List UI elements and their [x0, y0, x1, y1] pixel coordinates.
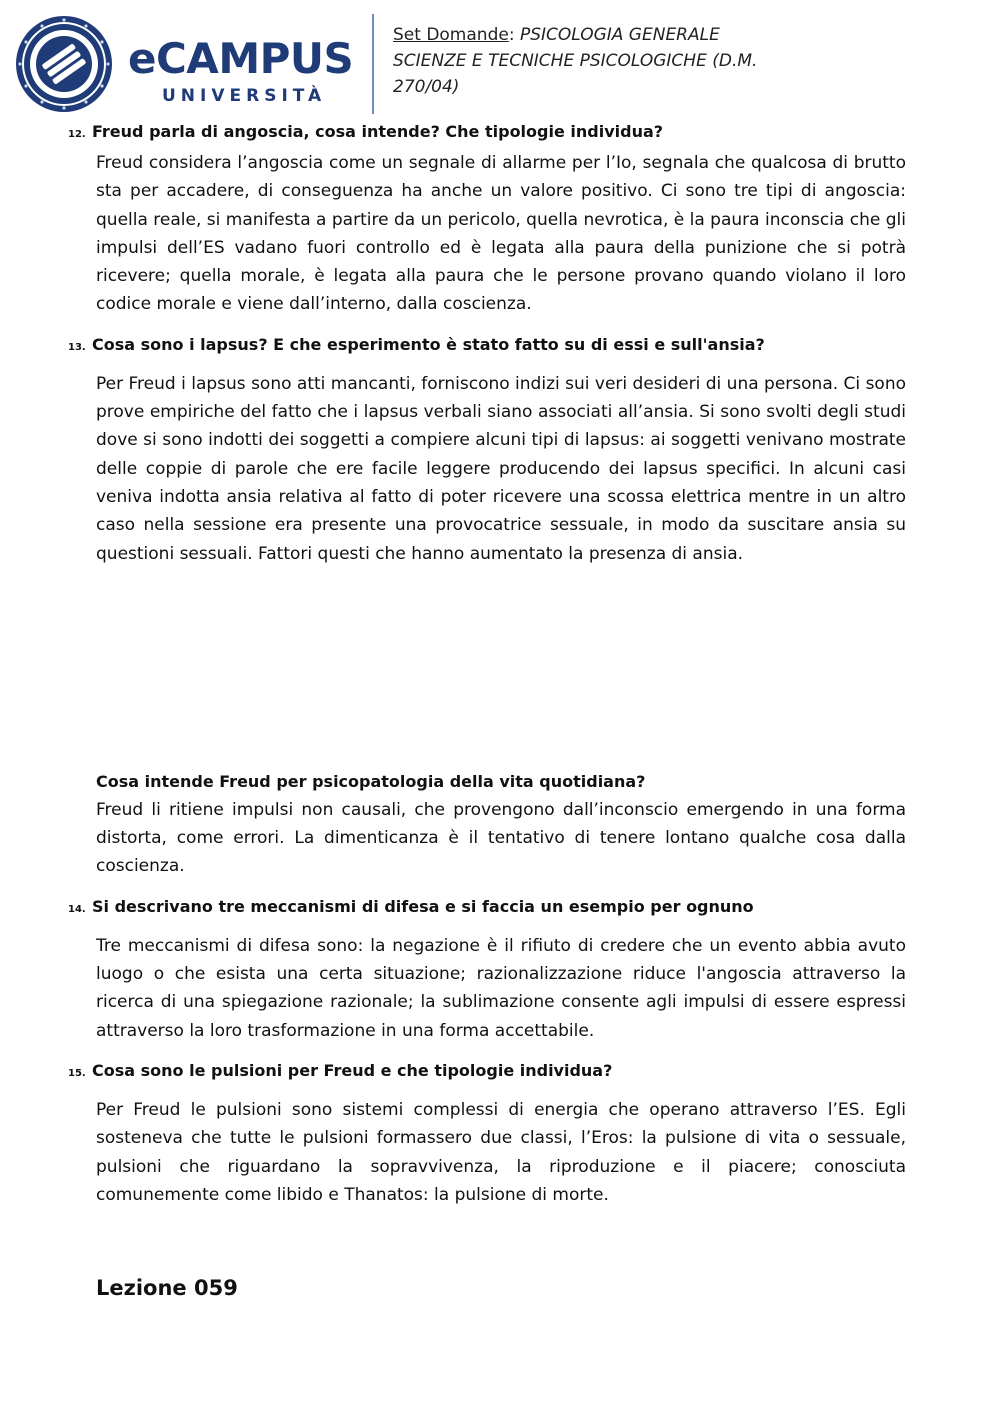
question-item-15 [68, 1057, 906, 1209]
header-info [393, 22, 813, 100]
answer-text: Tre meccanismi di difesa sono: la negazione è il rifiuto di credere che un evento abbia avuto luogo o che esista una certa situazione; razionalizzazione riduce l'angoscia attraverso la ricerca di una spiegazione razionale; la sublimazione consente agli impulsi di essere espressi attraverso la loro trasformazione in una forma accettabile. [96, 935, 906, 1041]
question-item-14 [68, 893, 906, 1045]
ecampus-logo [14, 14, 364, 114]
logo-subtitle: UNIVERSITÀ [162, 86, 327, 106]
question-text: Cosa sono le pulsioni per Freud e che tipologie individua? [92, 1060, 613, 1080]
answer-text: Per Freud le pulsioni sono sistemi complessi di energia che operano attraverso l’ES. Egli sosteneva che tutte le pulsioni formassero due classi, l’Eros: la pulsione di vita o sessuale, pulsioni che riguardano la sopravvivenza, la riproduzione e il piacere; conosciuta comunemente come libido e Thanatos: la pulsione di morte. [96, 1099, 906, 1205]
set-label: Set Domande [393, 25, 509, 45]
answer-text: Per Freud i lapsus sono atti mancanti, forniscono indizi sui veri desideri di una persona. Ci sono prove empiriche del fatto che i lapsus verbali siano associati all’ansia. Si sono svolti degli studi dove si sono indotti dei soggetti a compiere alcuni tipi di lapsus: ai soggetti venivano mostrate delle coppie di parole che ere facile leggere producendo dei lapsus specifici. In alcuni casi veniva indotta ansia relativa al fatto di poter ricevere una scossa elettrica mentre in un altro caso nella sessione era presente una provocatrice sessuale, in modo da suscitare ansia su questioni sessuali. Fattori questi che hanno aumentato la presenza di ansia. [96, 373, 906, 564]
answer-text: Freud considera l’angoscia come un segnale di allarme per l’Io, segnala che qualcosa di brutto sta per accadere, di conseguenza ha anche un valore positivo. Ci sono tre tipi di angoscia: quella reale, si manifesta a partire da un pericolo, quella nevrotica, è la paura inconscia che gli impulsi dell’ES vadano fuori controllo ed è legata alla paura della punizione che si potrà ricevere; quella morale, è legata alla paura che le persone provano quando violano il loro codice morale e viene dall’interno, dalla coscienza. [96, 153, 906, 315]
answer-text: Freud li ritiene impulsi non causali, che provengono dall’inconscio emergendo in una forma distorta, come errori. La dimenticanza è il tentativo di tenere lontano qualche cosa dalla coscienza. [96, 799, 906, 877]
lesson-title: Lezione 059 [96, 1276, 238, 1300]
question-heading [68, 893, 906, 924]
question-text: Cosa intende Freud per psicopatologia della vita quotidiana? [96, 771, 646, 791]
university-seal-icon [14, 14, 114, 114]
question-text: Freud parla di angoscia, cosa intende? Che tipologie individua? [92, 122, 664, 141]
question-number: 13. [68, 341, 86, 353]
question-item-psicopatologia [68, 768, 906, 881]
question-item-12 [68, 118, 906, 319]
header-line-set [393, 22, 813, 48]
question-text: Cosa sono i lapsus? E che esperimento è stato fatto su di essi e sull'ansia? [92, 334, 765, 354]
set-separator: : [508, 25, 515, 45]
question-heading [68, 1057, 906, 1088]
header-divider [372, 14, 374, 114]
question-list [68, 118, 906, 1209]
question-heading [68, 768, 906, 796]
question-number: 12. [68, 129, 86, 140]
question-number: 14. [68, 903, 86, 915]
question-heading [68, 331, 906, 362]
logo-wordmark: eCAMPUS [128, 34, 354, 83]
question-heading [68, 118, 906, 149]
subject-title: PSICOLOGIA GENERALE [519, 25, 720, 45]
course-name: SCIENZE E TECNICHE PSICOLOGICHE (D.M. 270/04) [393, 51, 758, 97]
question-number: 15. [68, 1067, 86, 1079]
question-text: Si descrivano tre meccanismi di difesa e si faccia un esempio per ognuno [92, 896, 754, 916]
question-item-13 [68, 331, 906, 568]
